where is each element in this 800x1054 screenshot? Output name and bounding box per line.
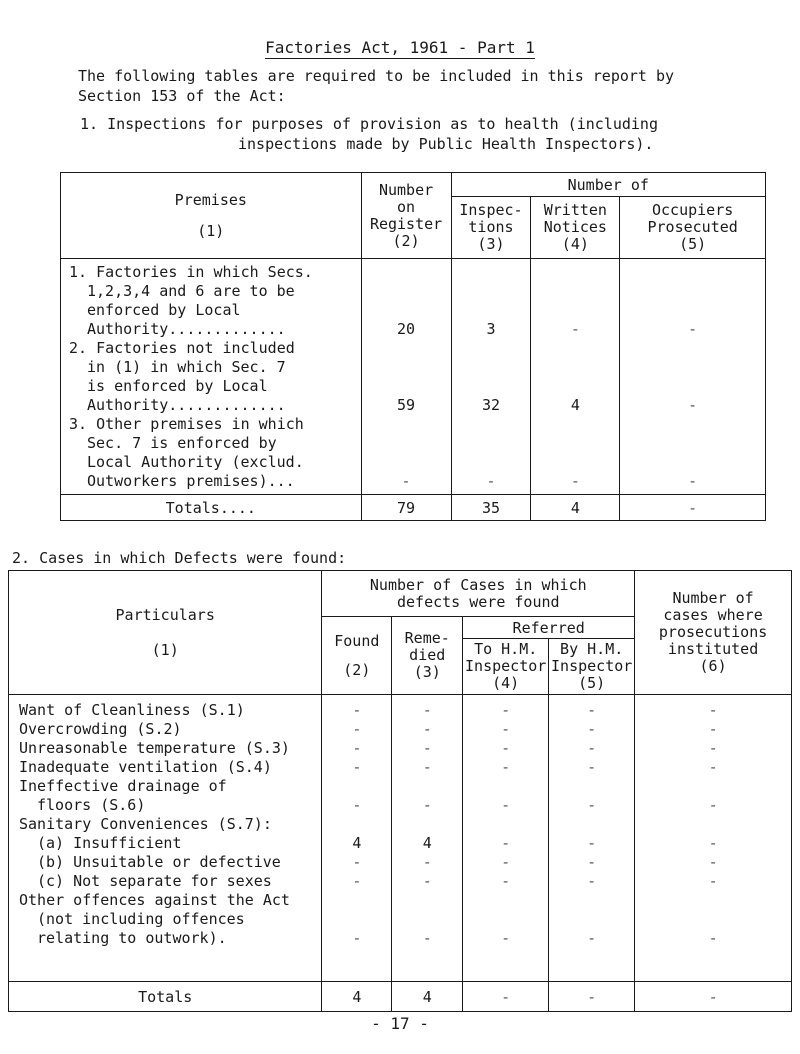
particular-row: Want of Cleanliness (S.1) [19, 701, 245, 719]
particulars-cell [9, 695, 322, 982]
premises-cell [61, 259, 362, 495]
premises-row-1: 1. Factories in which Secs. 1,2,3,4 and 6 are to be enforced by Local Authority............. [69, 263, 313, 338]
totals-register: 79 [361, 495, 451, 521]
found-cell: - - - - - 4 - - - [322, 695, 392, 982]
defects-totals-to-hm: - [463, 982, 549, 1012]
referred-header: Referred [463, 617, 635, 639]
section1-heading [80, 114, 658, 154]
defects-totals-remedied: 4 [392, 982, 463, 1012]
particular-row: Overcrowding (S.2) [19, 720, 182, 738]
particular-row: (b) Unsuitable or defective [37, 853, 281, 871]
inspections-table [60, 172, 766, 521]
premises-row-2: 2. Factories not included in (1) in which Sec. 7 is enforced by Local Authority............. [69, 339, 295, 414]
premises-header: Premises (1) [61, 173, 362, 259]
register-cell: 20 59 - [361, 259, 451, 495]
found-header: Found (2) [322, 617, 392, 695]
prosecutions-cell: - - - - - - - - - [635, 695, 792, 982]
particular-row: Sanitary Conveniences (S.7): [19, 815, 272, 833]
premises-row-3: 3. Other premises in which Sec. 7 is enforced by Local Authority (exclud. Outworkers premises)... [69, 415, 304, 490]
defects-table [8, 570, 792, 1012]
remedied-cell: - - - - - 4 - - - [392, 695, 463, 982]
intro-paragraph [78, 66, 758, 106]
totals-occupiers: - [620, 495, 766, 521]
defects-totals-prosecutions: - [635, 982, 792, 1012]
defects-totals-by-hm: - [549, 982, 635, 1012]
particular-row-cont: floors (S.6) [37, 796, 146, 814]
particular-row: (c) Not separate for sexes [37, 872, 272, 890]
cases-header: Number of Cases in which defects were found [322, 571, 635, 617]
totals-label: Totals.... [61, 495, 362, 521]
to-hm-cell: - - - - - - - - - [463, 695, 549, 982]
to-hm-header: To H.M. Inspector (4) [463, 639, 549, 695]
occupiers-cell: - - - [620, 259, 766, 495]
particular-row: (a) Insufficient [37, 834, 182, 852]
occupiers-header: Occupiers Prosecuted (5) [620, 197, 766, 259]
section2-heading: 2. Cases in which Defects were found: [12, 549, 347, 567]
notices-header: Written Notices (4) [531, 197, 620, 259]
section1-heading-line-1: 1. Inspections for purposes of provision as to health (including [80, 115, 658, 133]
prosecutions-header: Number of cases where prosecutions instituted (6) [635, 571, 792, 695]
particular-row: Inadequate ventilation (S.4) [19, 758, 272, 776]
remedied-header: Reme- died (3) [392, 617, 463, 695]
particular-row: Other offences against the Act [19, 891, 290, 909]
by-hm-cell: - - - - - - - - - [549, 695, 635, 982]
defects-totals-label: Totals [9, 982, 322, 1012]
particular-row: Ineffective drainage of [19, 777, 227, 795]
by-hm-header: By H.M. Inspector (5) [549, 639, 635, 695]
intro-line-2: Section 153 of the Act: [78, 87, 286, 105]
section1-heading-line-2: inspections made by Public Health Inspectors). [238, 135, 654, 153]
totals-inspections: 35 [451, 495, 531, 521]
particular-row-cont: relating to outwork). [37, 929, 227, 947]
inspections-cell: 3 32 - [451, 259, 531, 495]
particular-row: Unreasonable temperature (S.3) [19, 739, 290, 757]
defects-totals-found: 4 [322, 982, 392, 1012]
page-title: Factories Act, 1961 - Part 1 [265, 38, 535, 57]
number-of-header: Number of [451, 173, 765, 197]
totals-row [61, 495, 766, 521]
particulars-header: Particulars (1) [9, 571, 322, 695]
inspections-header: Inspec- tions (3) [451, 197, 531, 259]
page-number: - 17 - [371, 1014, 429, 1033]
defects-totals-row [9, 982, 792, 1012]
register-header: Number on Register (2) [361, 173, 451, 259]
notices-cell: - 4 - [531, 259, 620, 495]
intro-line-1: The following tables are required to be included in this report by [78, 67, 675, 85]
particular-row-cont: (not including offences [37, 910, 245, 928]
totals-notices: 4 [531, 495, 620, 521]
